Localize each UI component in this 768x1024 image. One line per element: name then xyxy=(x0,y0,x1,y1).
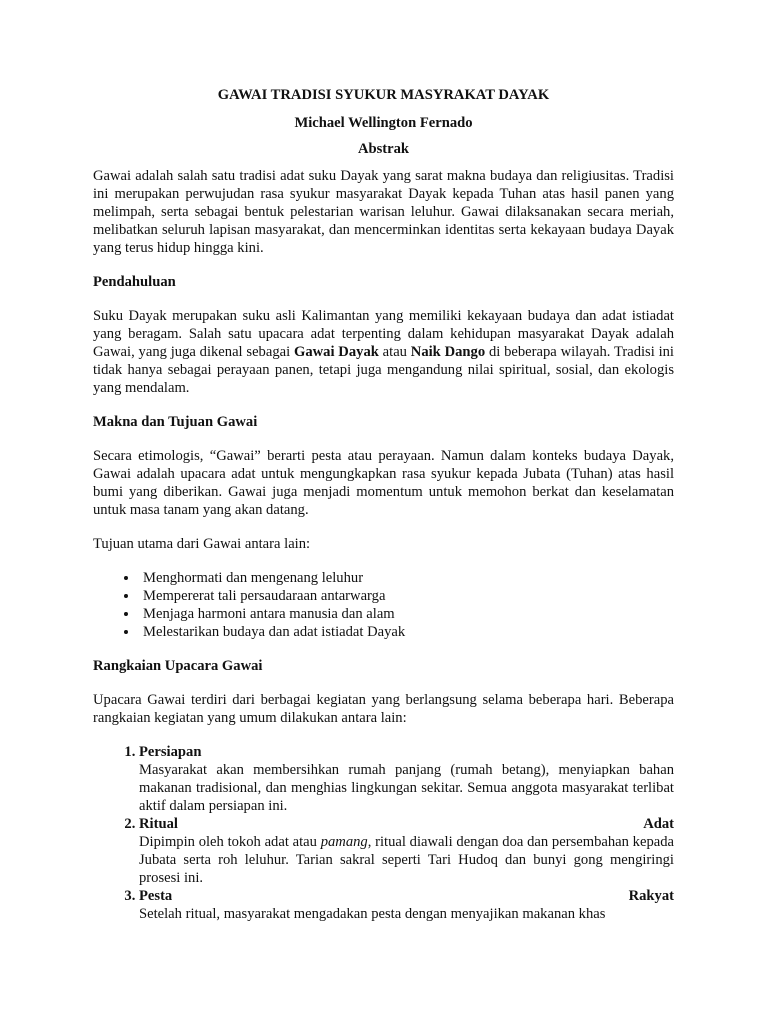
author-name: Michael Wellington Fernado xyxy=(294,115,473,131)
rangkaian-paragraph: Upacara Gawai terdiri dari berbagai kegiatan yang berlangsung selama beberapa hari. Beberapa rangkaian kegiatan yang umum dilakukan antara lain: xyxy=(93,692,674,726)
abstract-heading: Abstrak xyxy=(357,141,410,157)
document-content xyxy=(93,86,674,923)
abstract-text: Gawai adalah salah satu tradisi adat suku Dayak yang sarat makna budaya dan religiusitas. Tradisi ini merupakan perwujudan rasa syukur masyarakat Dayak kepada Tuhan atas hasil panen yang melimpah, serta sebagai bentuk pelestarian warisan leluhur. Gawai dilaksanakan secara meriah, melibatkan seluruh lapisan masyarakat, dan mencerminkan identitas serta kekayaan budaya Dayak yang terus hidup hingga kini. xyxy=(93,168,674,256)
list-item: • Mempererat tali persaudaraan antarwarga xyxy=(139,587,674,605)
item-title: 2. Ritual xyxy=(139,816,178,832)
intro-text: di beberapa wilayah. Tradisi ini tidak hanya sebagai perayaan panen, tetapi juga mengandung nilai spiritual, sosial, dan ekologis yang mendalam. xyxy=(93,344,674,396)
intro-text: Suku Dayak merupakan suku asli Kalimantan yang memiliki kekayaan budaya dan adat istiadat yang beragam. Salah satu upacara adat terpenting dalam kehidupan masyarakat Dayak adalah Gawai, yang juga dikenal sebagai xyxy=(93,308,674,360)
makna-list-intro: Tujuan utama dari Gawai antara lain: xyxy=(93,536,311,552)
item-title-right: Adat xyxy=(643,816,674,832)
item-title: 3. Pesta xyxy=(139,888,173,904)
intro-text: atau xyxy=(378,344,411,360)
makna-paragraph: Secara etimologis, “Gawai” berarti pesta atau perayaan. Namun dalam konteks budaya Dayak, Gawai adalah upacara adat untuk mengungkapkan rasa syukur kepada Jubata (Tuhan) atas hasil bumi yang diberikan. Gawai juga menjadi momentum untuk memohon berkat dan keselamatan untuk masa tanam yang akan datang. xyxy=(93,448,674,518)
list-item-persiapan xyxy=(139,743,674,815)
item-title-right: Rakyat xyxy=(628,888,674,904)
item-text xyxy=(139,833,674,887)
document-title: GAWAI TRADISI SYUKUR MASYRAKAT DAYAK xyxy=(217,87,550,103)
list-item-pesta xyxy=(139,887,674,923)
item-text-part: Dipimpin oleh tokoh adat atau xyxy=(139,834,321,850)
item-title: 1. Persiapan xyxy=(139,744,202,760)
section-heading-pendahuluan: Pendahuluan xyxy=(93,274,176,290)
intro-bold-gawai-dayak: Gawai Dayak xyxy=(293,344,379,360)
item-text-italic: pamang xyxy=(320,834,368,850)
rangkaian-list xyxy=(93,743,674,923)
intro-bold-naik-dango: Naik Dango xyxy=(410,344,486,360)
item-text-part: , ritual diawali dengan doa dan persembahan kepada Jubata serta roh leluhur. Tarian sakral seperti Tari Hudoq dan bunyi gong mengiringi prosesi ini. xyxy=(139,834,674,886)
section-heading-rangkaian: Rangkaian Upacara Gawai xyxy=(93,658,263,674)
list-item: • Menghormati dan mengenang leluhur xyxy=(139,569,674,587)
item-text: Setelah ritual, masyarakat mengadakan pesta dengan menyajikan makanan khas xyxy=(139,906,606,922)
list-item-ritual xyxy=(139,815,674,887)
intro-paragraph xyxy=(93,307,674,397)
section-heading-makna: Makna dan Tujuan Gawai xyxy=(93,414,258,430)
list-item: • Menjaga harmoni antara manusia dan alam xyxy=(139,605,674,623)
list-item: • Melestarikan budaya dan adat istiadat Dayak xyxy=(139,623,674,641)
item-text: Masyarakat akan membersihkan rumah panjang (rumah betang), menyiapkan bahan makanan tradisional, dan menghias lingkungan sekitar. Semua anggota masyarakat terlibat aktif dalam persiapan ini. xyxy=(139,762,674,814)
tujuan-list xyxy=(93,569,674,641)
